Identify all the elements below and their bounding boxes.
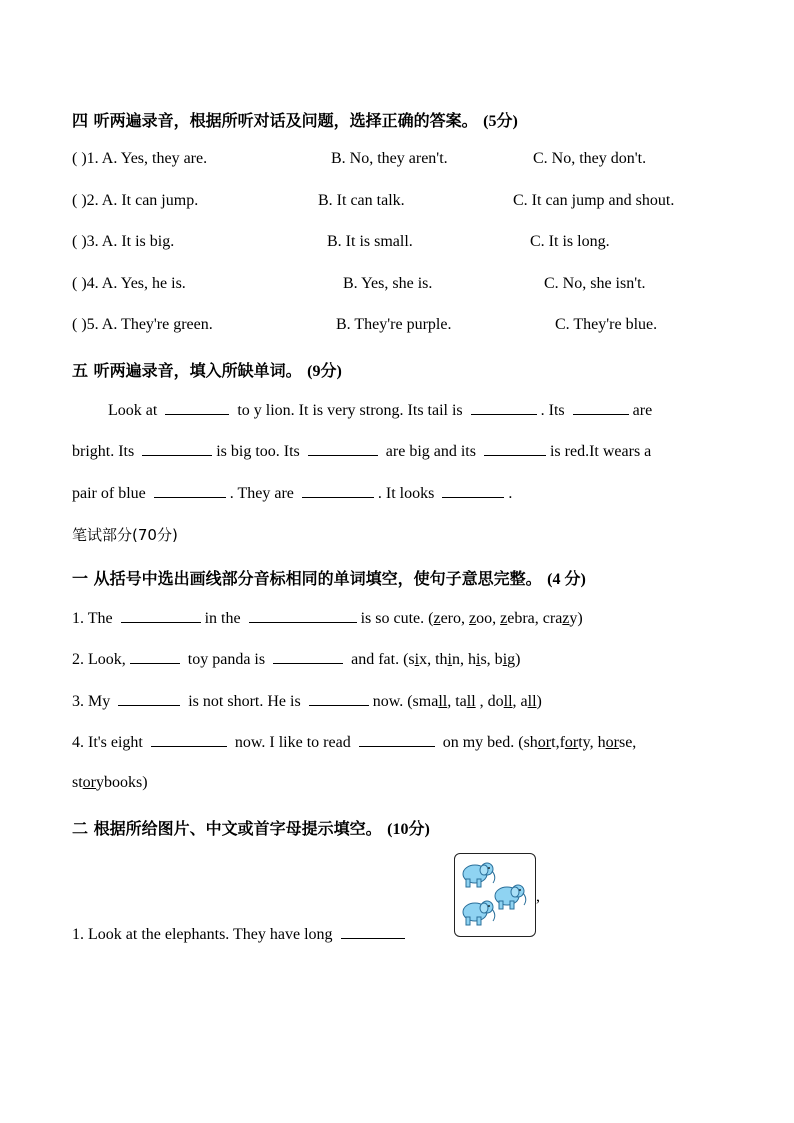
fill-blank[interactable] — [154, 483, 226, 498]
section4-title — [72, 108, 518, 131]
option-c: C. They're blue. — [555, 316, 658, 333]
underlined-letters: z — [500, 610, 508, 627]
underlined-letters: i — [476, 651, 481, 668]
section2-score: (10分) — [387, 821, 430, 838]
text: on my bed. (sh — [442, 734, 538, 751]
question-2 — [72, 649, 520, 669]
fill-blank[interactable] — [130, 649, 180, 664]
question-3 — [72, 691, 542, 711]
text: g) — [507, 651, 521, 668]
option-a: ( )5. A. They're green. — [72, 316, 213, 333]
underlined-letters: i — [414, 651, 420, 668]
option-c: C. It can jump and shout. — [513, 192, 675, 209]
text: 2. Look, — [72, 651, 126, 668]
fill-blank[interactable] — [249, 608, 357, 623]
text: , ta — [447, 693, 467, 710]
fill-blank[interactable] — [302, 483, 374, 498]
text: st — [72, 774, 83, 791]
passage-line-2 — [72, 441, 651, 461]
section4-score: (5分) — [483, 113, 518, 130]
text: and fat. (s — [351, 651, 415, 668]
underlined-letters: z — [433, 610, 441, 627]
underlined-letters: ll — [527, 693, 537, 710]
section2-title — [72, 816, 430, 839]
fill-blank[interactable] — [151, 732, 227, 747]
section2-title-text: 二 根据所给图片、中文或首字母提示填空。 — [72, 819, 382, 838]
fill-blank[interactable] — [471, 400, 537, 415]
option-c: C. No, she isn't. — [544, 275, 646, 292]
text: 4. It's eight — [72, 734, 143, 751]
written-part-label: 笔试部分(70分) — [72, 526, 178, 544]
underlined-letters: ll — [438, 693, 448, 710]
text: ebra, cra — [507, 610, 563, 627]
option-a: ( )1. A. Yes, they are. — [72, 150, 208, 167]
text: y) — [569, 610, 583, 627]
text: se, — [618, 734, 637, 751]
option-b: B. Yes, she is. — [343, 275, 433, 292]
text: now. I like to read — [234, 734, 351, 751]
underlined-letters: i — [447, 651, 452, 668]
text: is so cute. ( — [360, 610, 434, 627]
option-a: ( )4. A. Yes, he is. — [72, 275, 186, 292]
option-a: ( )3. A. It is big. — [72, 233, 175, 250]
fill-blank[interactable] — [341, 924, 405, 939]
option-c: C. It is long. — [530, 233, 610, 250]
text: . It looks — [377, 485, 435, 502]
text: , do — [475, 693, 504, 710]
fill-blank[interactable] — [121, 608, 201, 623]
section1-score: (4 分) — [547, 571, 586, 588]
option-c: C. No, they don't. — [533, 150, 647, 167]
text: is not short. He is — [188, 693, 301, 710]
question-1 — [72, 608, 583, 628]
text: , a — [512, 693, 528, 710]
text: . Its — [540, 402, 565, 419]
fill-blank[interactable] — [273, 649, 343, 664]
text: Look at — [108, 402, 158, 419]
fill-blank[interactable] — [308, 441, 378, 456]
fill-blank[interactable] — [484, 441, 546, 456]
text: . — [508, 485, 513, 502]
fill-blank[interactable] — [165, 400, 229, 415]
text: is red.It wears a — [549, 443, 652, 460]
text: in the — [204, 610, 241, 627]
text: 3. My — [72, 693, 111, 710]
underlined-letters: ll — [503, 693, 513, 710]
text: t,f — [551, 734, 565, 751]
fill-blank[interactable] — [573, 400, 629, 415]
text: ero, — [440, 610, 470, 627]
text: ) — [536, 693, 542, 710]
text: s, b — [480, 651, 503, 668]
underlined-letters: or — [605, 734, 619, 751]
trailing-comma: , — [536, 888, 540, 905]
passage-line-3 — [72, 483, 512, 503]
text: n, h — [452, 651, 476, 668]
underlined-letters: ll — [466, 693, 476, 710]
section4-title-text: 四 听两遍录音，根据所听对话及问题，选择正确的答案。 — [72, 111, 478, 130]
section2-question-1 — [72, 924, 409, 944]
text: 1. Look at the elephants. They have long — [72, 926, 333, 943]
underlined-letters: or — [564, 734, 579, 751]
section5-score: (9分) — [307, 363, 342, 380]
fill-blank[interactable] — [118, 691, 180, 706]
text: pair of blue — [72, 485, 146, 502]
fill-blank[interactable] — [309, 691, 369, 706]
text: are — [632, 402, 653, 419]
text: ty, h — [578, 734, 606, 751]
text: toy panda is — [187, 651, 266, 668]
fill-blank[interactable] — [359, 732, 435, 747]
option-b: B. It can talk. — [318, 192, 405, 209]
text: now. (sma — [372, 693, 439, 710]
text: ybooks) — [96, 774, 148, 791]
question-4 — [72, 732, 636, 752]
section1-title-text: 一 从括号中选出画线部分音标相同的单词填空，使句子意思完整。 — [72, 569, 542, 588]
option-b: B. No, they aren't. — [331, 150, 448, 167]
underlined-letters: or — [82, 774, 96, 791]
text: to y lion. It is very strong. Its tail is — [237, 402, 463, 419]
option-b: B. It is small. — [327, 233, 413, 250]
elephant-icon — [455, 854, 535, 936]
underlined-letters: or — [537, 734, 552, 751]
option-a: ( )2. A. It can jump. — [72, 192, 199, 209]
option-b: B. They're purple. — [336, 316, 452, 333]
fill-blank[interactable] — [442, 483, 504, 498]
text: is big too. Its — [216, 443, 300, 460]
passage-line-1 — [108, 400, 652, 420]
section1-title — [72, 566, 586, 589]
question-4-continued — [72, 774, 148, 792]
text: oo, — [476, 610, 501, 627]
text: bright. Its — [72, 443, 135, 460]
underlined-letters: z — [562, 610, 570, 627]
elephants-image — [454, 853, 536, 937]
text: are big and its — [385, 443, 476, 460]
text: . They are — [229, 485, 294, 502]
section5-title-text: 五 听两遍录音，填入所缺单词。 — [72, 361, 302, 380]
text: x, th — [419, 651, 448, 668]
underlined-letters: z — [469, 610, 477, 627]
underlined-letters: i — [502, 651, 508, 668]
text: 1. The — [72, 610, 113, 627]
fill-blank[interactable] — [142, 441, 212, 456]
section5-title — [72, 358, 342, 381]
